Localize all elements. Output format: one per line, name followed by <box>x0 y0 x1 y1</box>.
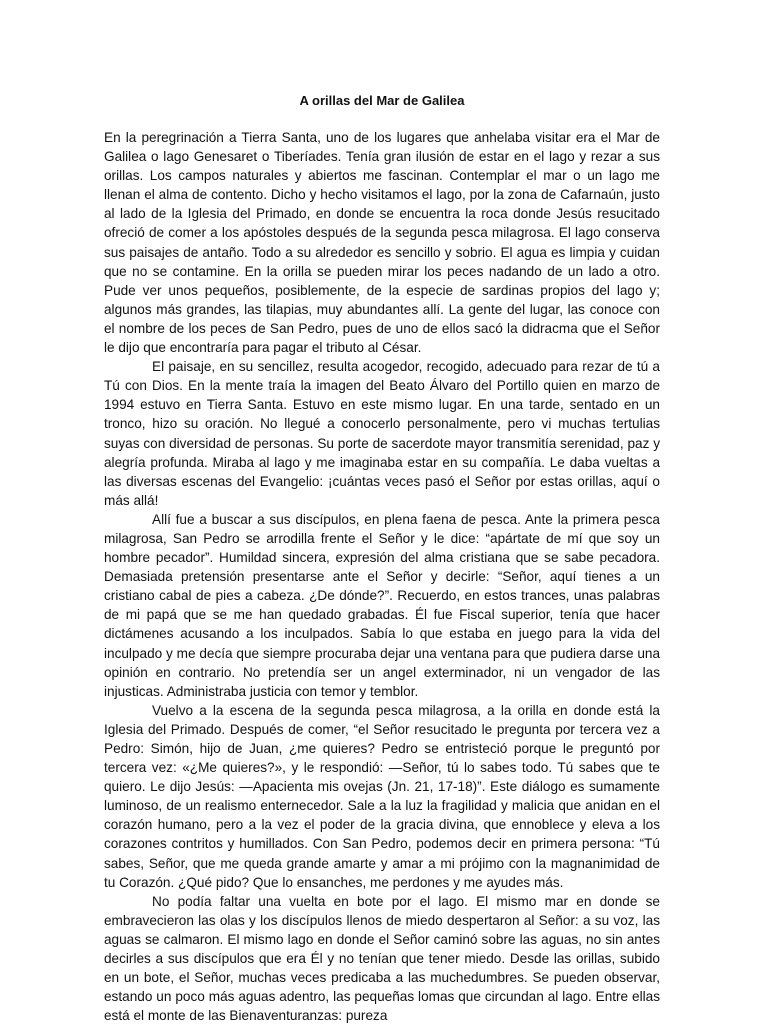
paragraph-3: Allí fue a buscar a sus discípulos, en plena faena de pesca. Ante la primera pesca milagrosa, San Pedro se arrodilla frente el Señor y le dice: “apártate de mí que soy un hombre pecador”. Humildad sincera, expresión del alma cristiana que se sabe pecadora. Demasiada pretensión presentarse ante el Señor y decirle: “Señor, aquí tienes a un cristiano cabal de pies a cabeza. ¿De dónde?”. Recuerdo, en estos trances, unas palabras de mi papá que se me han quedado grabadas. Él fue Fiscal superior, tenía que hacer dictámenes acusando a los inculpados. Sabía lo que estaba en juego para la vida del inculpado y me decía que siempre procuraba dejar una ventana para que pudiera darse una opinión en contrario. No pretendía ser un angel exterminador, ni un vengador de las injusticas. Administraba justicia con temor y temblor. <box>104 511 660 699</box>
document-title: A orillas del Mar de Galilea <box>299 93 465 108</box>
paragraph-2: El paisaje, en su sencillez, resulta acogedor, recogido, adecuado para rezar de tú a Tú con Dios. En la mente traía la imagen del Beato Álvaro del Portillo quien en marzo de 1994 estuvo en Tierra Santa. Estuvo en este mismo lugar. En una tarde, sentado en un tronco, hizo su oración. No llegué a conocerlo personalmente, pero vi muchas tertulias suyas con diversidad de personas. Su porte de sacerdote mayor transmitía serenidad, paz y alegría profunda. Miraba al lago y me imaginaba estar en su compañía. Le daba vueltas a las diversas escenas del Evangelio: ¡cuántas veces pasó el Señor por estas orillas, aquí o más allá! <box>104 359 660 508</box>
paragraph-1: En la peregrinación a Tierra Santa, uno de los lugares que anhelaba visitar era el Mar de Galilea o lago Genesaret o Tiberíades. Tenía gran ilusión de estar en el lago y rezar a sus orillas. Los campos naturales y abiertos me fascinan. Contemplar el mar o un lago me llenan el alma de contento. Dicho y hecho visitamos el lago, por la zona de Cafarnaún, justo al lado de la Iglesia del Primado, en donde se encuentra la roca donde Jesús resucitado ofreció de comer a los apóstoles después de la segunda pesca milagrosa. El lago conserva sus paisajes de antaño. Todo a su alrededor es sencillo y sobrio. El agua es limpia y cuidan que no se contamine. En la orilla se pueden mirar los peces nadando de un lado a otro. Pude ver unos pequeños, posiblemente, de la especie de sardinas propios del lago y; algunos más grandes, las tilapias, muy abundantes allí. La gente del lugar, las conoce con el nombre de los peces de San Pedro, pues de uno de ellos sacó la didracma que el Señor le dijo que encontraría para pagar el tributo al César. <box>104 130 660 356</box>
paragraph-5: No podía faltar una vuelta en bote por el lago. El mismo mar en donde se embravecieron las olas y los discípulos llenos de miedo despertaron al Señor: a su voz, las aguas se calmaron. El mismo lago en donde el Señor caminó sobre las aguas, no sin antes decirles a sus discípulos que era Él y no tenían que tener miedo. Desde las orillas, subido en un bote, el Señor, muchas veces predicaba a las muchedumbres. Se pueden observar, estando un poco más aguas adentro, las pequeñas lomas que circundan al lago. Entre ellas está el monte de las Bienaventuranzas: pureza <box>104 893 660 1024</box>
paragraph-4: Vuelvo a la escena de la segunda pesca milagrosa, a la orilla en donde está la Iglesia del Primado. Después de comer, “el Señor resucitado le pregunta por tercera vez a Pedro: Simón, hijo de Juan, ¿me quieres? Pedro se entristeció porque le preguntó por tercera vez: «¿Me quieres?», y le respondió: —Señor, tú lo sabes todo. Tú sabes que te quiero. Le dijo Jesús: —Apacienta mis ovejas (Jn. 21, 17-18)”. Este diálogo es sumamente luminoso, de un realismo enternecedor. Sale a la luz la fragilidad y malicia que anidan en el corazón humano, pero a la vez el poder de la gracia divina, que ennoblece y eleva a los corazones contritos y humillados. Con San Pedro, podemos decir en primera persona: “Tú sabes, Señor, que me queda grande amarte y amar a mi prójimo con la magnanimidad de tu Corazón. ¿Qué pido? Que lo ensanches, me perdones y me ayudes más. <box>104 702 660 890</box>
document-body <box>104 128 660 1025</box>
